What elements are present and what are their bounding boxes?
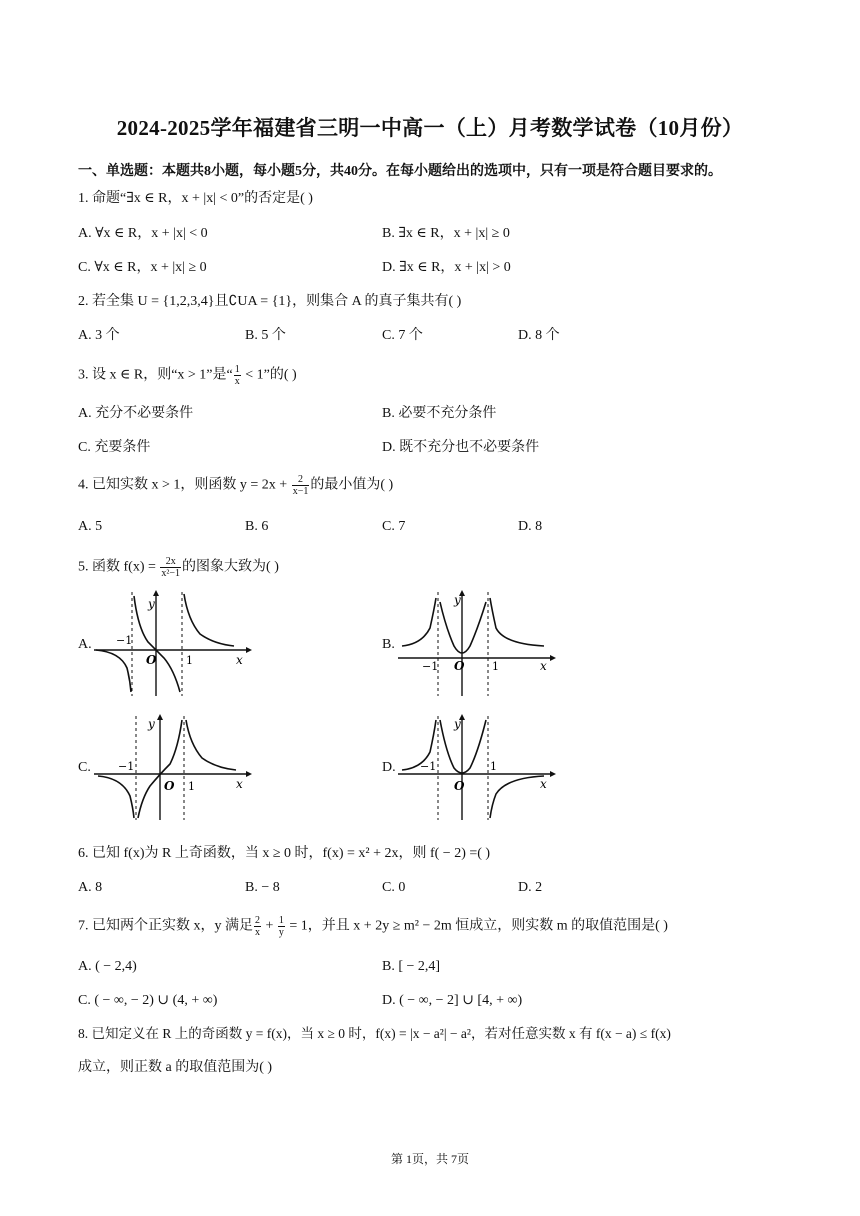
graph-a-x-label: x	[236, 653, 243, 667]
graph-d-x-label: x	[540, 777, 547, 791]
question-7-option-c: C. ( − ∞, − 2) ∪ (4, + ∞)	[78, 993, 218, 1008]
question-3-option-d: D. 既不充分也不必要条件	[382, 440, 540, 455]
graph-c-origin: O	[164, 779, 175, 793]
question-7-fraction-1-numerator: 2	[255, 915, 260, 926]
graph-c-one: 1	[188, 780, 195, 793]
question-5-fraction-numerator: 2x	[160, 556, 181, 568]
question-6-option-a: A. 8	[78, 880, 103, 895]
graph-b-y-label: y	[454, 593, 461, 607]
question-7-stem	[78, 915, 668, 938]
question-7-fraction-1-denominator: x	[255, 927, 260, 938]
question-8-stem-line-2: 成立，则正数 a 的取值范围为( )	[78, 1060, 273, 1075]
graph-a-neg-one: −1	[116, 634, 133, 647]
graph-d	[398, 712, 558, 822]
question-3-stem	[78, 364, 297, 387]
question-5-fraction	[160, 556, 181, 579]
section-heading: 一、单选题：本题共8小题，每小题5分，共40分。在每小题给出的选项中，只有一项是符合题目要求的。	[78, 164, 722, 179]
question-3-fraction	[234, 364, 241, 387]
question-2-stem: 2. 若全集 U = {1,2,3,4}且∁UA = {1}，则集合 A 的真子集共有( )	[78, 294, 462, 309]
question-4-fraction-numerator: 2	[292, 474, 310, 486]
question-5-option-b: B.	[382, 637, 395, 652]
graph-d-origin: O	[454, 779, 465, 793]
question-6-option-d: D. 2	[518, 880, 543, 895]
graph-a-y-label: y	[148, 597, 155, 611]
graph-c-y-label: y	[148, 717, 155, 731]
question-4-stem	[78, 474, 393, 497]
question-5-stem-post: 的图象大致为( )	[182, 559, 279, 575]
graph-a	[94, 588, 254, 698]
question-4-option-b: B. 6	[245, 519, 269, 534]
question-3-option-a: A. 充分不必要条件	[78, 406, 194, 421]
question-4-option-a: A. 5	[78, 519, 103, 534]
question-5-stem	[78, 556, 279, 579]
question-4-fraction	[292, 474, 310, 497]
page-footer: 第 1页，共 7页	[390, 1152, 469, 1166]
question-4-stem-pre: 4. 已知实数 x > 1，则函数 y = 2x +	[78, 477, 291, 493]
question-4-option-c: C. 7	[382, 519, 406, 534]
question-3-fraction-denominator: x	[234, 376, 240, 387]
question-1-stem: 1. 命题“∃x ∈ R，x + |x| < 0”的否定是( )	[78, 191, 313, 206]
question-4-option-d: D. 8	[518, 519, 543, 534]
question-1-option-c: C. ∀x ∈ R，x + |x| ≥ 0	[78, 260, 207, 275]
question-7-fraction-2-numerator: 1	[278, 915, 284, 926]
graph-b-neg-one: −1	[422, 660, 439, 673]
graph-d-neg-one: −1	[420, 760, 437, 773]
question-8-stem-line-1: 8. 已知定义在 R 上的奇函数 y = f(x)，当 x ≥ 0 时，f(x) = |x − a²| − a²，若对任意实数 x 有 f(x − a) ≤ f(x)	[78, 1026, 671, 1041]
question-4-stem-post: 的最小值为( )	[310, 477, 394, 493]
graph-c-neg-one: −1	[118, 760, 135, 773]
graph-d-one: 1	[490, 760, 497, 773]
question-7-fraction-2-denominator: y	[278, 927, 284, 938]
question-5-option-a: A.	[78, 637, 92, 652]
question-7-option-d: D. ( − ∞, − 2] ∪ [4, + ∞)	[382, 993, 523, 1008]
question-7-fraction-1	[254, 915, 261, 938]
question-3-option-c: C. 充要条件	[78, 440, 151, 455]
question-5-option-d: D.	[382, 760, 396, 775]
question-7-option-a: A. ( − 2,4)	[78, 959, 137, 974]
question-7-option-b: B. [ − 2,4]	[382, 959, 441, 974]
graph-b-one: 1	[492, 660, 499, 673]
question-2-option-c: C. 7 个	[382, 328, 423, 343]
question-2-option-a: A. 3 个	[78, 328, 120, 343]
graph-b	[398, 588, 558, 698]
question-6-stem: 6. 已知 f(x)为 R 上奇函数，当 x ≥ 0 时，f(x) = x² + 2x，则 f( − 2) =( )	[78, 846, 491, 861]
exam-title: 2024-2025学年福建省三明一中高一（上）月考数学试卷（10月份）	[116, 116, 744, 140]
question-2-option-d: D. 8 个	[518, 328, 560, 343]
question-5-stem-pre: 5. 函数 f(x) =	[78, 559, 160, 575]
question-1-option-a: A. ∀x ∈ R，x + |x| < 0	[78, 226, 208, 241]
graph-c	[94, 712, 254, 822]
question-1-option-d: D. ∃x ∈ R，x + |x| > 0	[382, 260, 511, 275]
question-7-stem-post: = 1，并且 x + 2y ≥ m² − 2m 恒成立，则实数 m 的取值范围是( )	[285, 918, 668, 934]
graph-c-x-label: x	[236, 777, 243, 791]
question-3-stem-post: < 1”的( )	[241, 367, 297, 383]
question-4-fraction-denominator: x−1	[292, 486, 309, 497]
graph-a-one: 1	[186, 654, 193, 667]
question-5-fraction-denominator: x²−1	[161, 568, 181, 579]
question-1-option-b: B. ∃x ∈ R，x + |x| ≥ 0	[382, 226, 510, 241]
question-5-option-c: C.	[78, 760, 91, 775]
question-3-stem-pre: 3. 设 x ∈ R，则“x > 1”是“	[78, 367, 233, 383]
graph-d-y-label: y	[454, 717, 461, 731]
graph-a-origin: O	[146, 653, 157, 667]
question-2-option-b: B. 5 个	[245, 328, 286, 343]
question-6-option-b: B. − 8	[245, 880, 280, 895]
question-7-stem-pre: 7. 已知两个正实数 x，y 满足	[78, 918, 253, 934]
question-7-fraction-2	[278, 915, 285, 938]
graph-b-origin: O	[454, 659, 465, 673]
question-3-fraction-numerator: 1	[234, 364, 240, 375]
graph-b-x-label: x	[540, 659, 547, 673]
question-3-option-b: B. 必要不充分条件	[382, 406, 497, 421]
question-6-option-c: C. 0	[382, 880, 406, 895]
question-7-plus: +	[262, 918, 277, 934]
